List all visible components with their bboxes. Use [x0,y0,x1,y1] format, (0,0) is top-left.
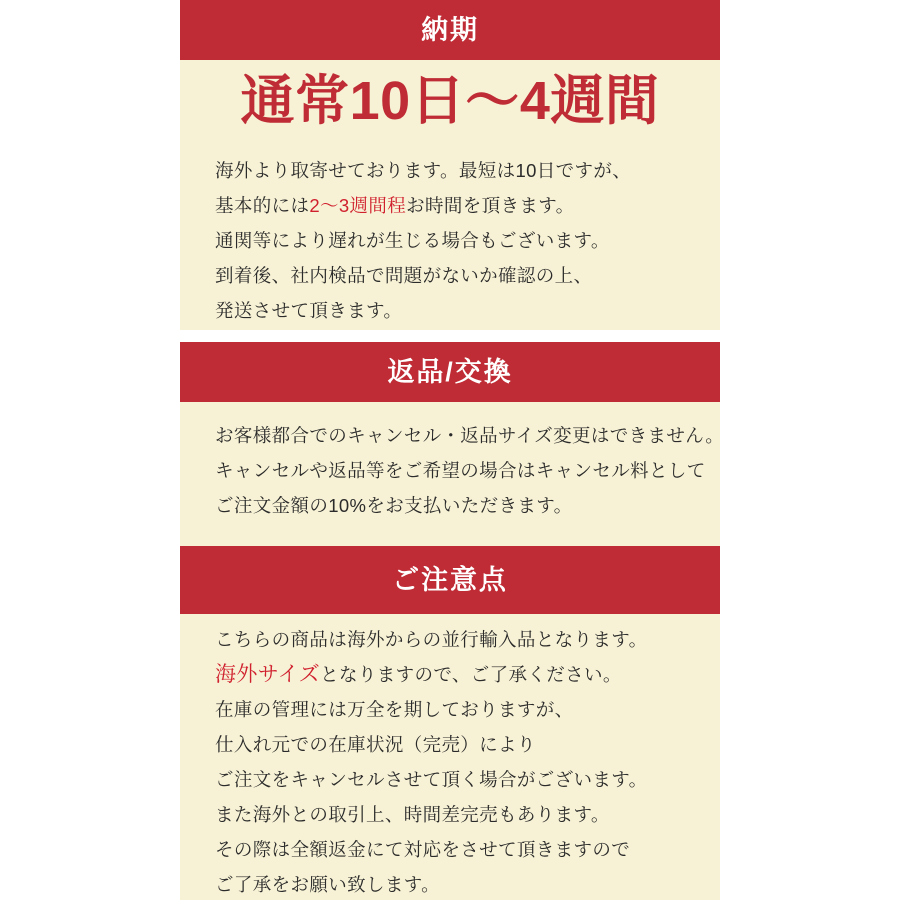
body-line [215,293,702,328]
body-line [215,727,702,762]
line-accent-text: 海外サイズ [215,663,321,686]
body-line [215,223,702,258]
line-accent-text: 2〜3週間程 [309,195,407,216]
line-text: その際は全額返金にて対応をさせて頂きますので [215,839,631,860]
delivery-headline: 通常10日〜4週間 [240,71,660,131]
line-text: また海外との取引上、時間差完売もあります。 [215,804,610,825]
line-text: こちらの商品は海外からの並行輸入品となります。 [215,629,648,650]
line-text: 到着後、社内検品で問題がないか確認の上、 [215,265,593,286]
body-line [215,832,702,867]
line-text: ご了承をお願い致します。 [215,874,440,895]
line-text: お時間を頂きます。 [406,195,575,216]
body-line [215,188,702,223]
body-line [215,488,702,523]
line-text: 基本的には [215,195,310,216]
notes-body [180,622,720,902]
section-band-label-notes: ご注意点 [392,564,508,595]
line-text: 仕入れ元での在庫状況（完売）により [215,734,536,755]
line-text: キャンセルや返品等をご希望の場合はキャンセル料として [215,460,706,481]
returns-body [180,418,725,523]
line-text: お客様都合でのキャンセル・返品サイズ変更はできません。 [215,425,725,446]
body-line [215,797,702,832]
delivery-body [180,153,720,328]
body-line [215,258,702,293]
line-text: 海外より取寄せております。最短は10日ですが、 [215,160,632,181]
line-text: 通関等により遅れが生じる場合もございます。 [215,230,610,251]
line-text: 在庫の管理には万全を期しておりますが、 [215,699,574,720]
line-text: となりますので、ご了承ください。 [320,664,622,685]
line-text: 発送させて頂きます。 [215,300,403,321]
body-line [215,622,702,657]
section-band-delivery [180,0,720,60]
body-line [215,418,725,453]
body-line [215,657,702,692]
line-text: ご注文金額の10%をお支払いただきます。 [215,495,573,516]
body-line [215,692,702,727]
line-text: ご注文をキャンセルさせて頂く場合がございます。 [215,769,648,790]
section-band-returns [180,342,720,402]
section-band-label-delivery: 納期 [421,14,479,45]
body-line [215,453,706,488]
body-line [215,867,702,902]
body-line [215,762,702,797]
body-line [215,153,702,188]
section-band-notes [180,546,720,614]
section-band-label-returns: 返品/交換 [387,356,513,387]
